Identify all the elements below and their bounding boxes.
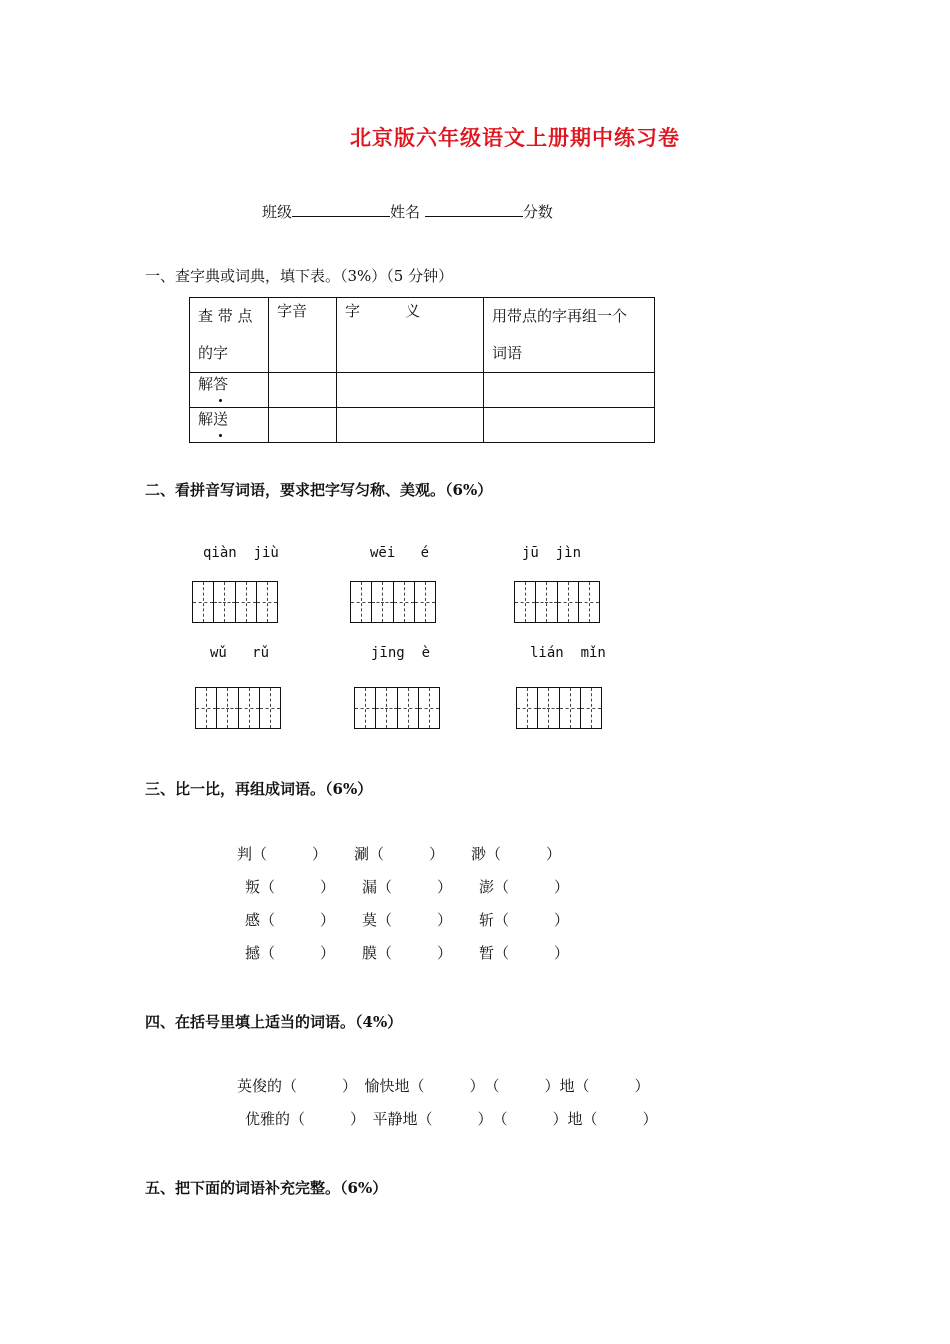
fill-line: 优雅的（ ） 平静地（ ） （ ）地（ ） bbox=[245, 1110, 658, 1128]
header-meaning: 字 义 bbox=[337, 298, 484, 373]
compare-item: 暂（ ） bbox=[479, 944, 570, 962]
header-new-word: 用带点的字再组一个 词语 bbox=[484, 298, 655, 373]
pinyin-label: jīng è bbox=[371, 645, 431, 661]
compare-item: 撼（ ） bbox=[245, 944, 336, 962]
compare-item: 渺（ ） bbox=[471, 845, 562, 863]
compare-item: 感（ ） bbox=[245, 911, 336, 929]
compare-item: 漏（ ） bbox=[362, 878, 453, 896]
header-pronunciation: 字音 bbox=[269, 298, 337, 373]
writing-grid[interactable] bbox=[354, 687, 440, 729]
section4-heading: 四、在括号里填上适当的词语。（4%） bbox=[145, 1013, 403, 1031]
compare-item: 斩（ ） bbox=[479, 911, 570, 929]
header-char: 查 带 点 的字 bbox=[190, 298, 269, 373]
class-label: 班级 bbox=[262, 203, 293, 221]
compare-item: 膜（ ） bbox=[362, 944, 453, 962]
score-label: 分数 bbox=[522, 203, 553, 221]
compare-item: 判（ ） bbox=[237, 845, 328, 863]
answer-cell[interactable] bbox=[337, 373, 484, 408]
dictionary-table bbox=[189, 297, 655, 443]
section1-heading: 一、查字典或词典，填下表。（3%）（5 分钟） bbox=[145, 267, 454, 285]
table-row-char: 解送 bbox=[190, 408, 269, 443]
name-blank[interactable] bbox=[425, 199, 523, 217]
class-blank[interactable] bbox=[292, 199, 390, 217]
pinyin-label: lián mǐn bbox=[530, 645, 606, 661]
writing-grid[interactable] bbox=[350, 581, 436, 623]
section5-heading: 五、把下面的词语补充完整。（6%） bbox=[145, 1179, 388, 1197]
section2-heading: 二、看拼音写词语，要求把字写匀称、美观。（6%） bbox=[145, 481, 493, 499]
compare-item: 叛（ ） bbox=[245, 878, 336, 896]
compare-item: 澎（ ） bbox=[479, 878, 570, 896]
writing-grid[interactable] bbox=[516, 687, 602, 729]
fill-line: 英俊的（ ） 愉快地（ ） （ ）地（ ） bbox=[237, 1077, 650, 1095]
answer-cell[interactable] bbox=[484, 373, 655, 408]
pinyin-label: wǔ rǔ bbox=[210, 645, 270, 661]
writing-grid[interactable] bbox=[192, 581, 278, 623]
answer-cell[interactable] bbox=[484, 408, 655, 443]
student-info-line bbox=[262, 199, 553, 222]
pinyin-label: jū jìn bbox=[522, 545, 582, 561]
pinyin-label: qiàn jiù bbox=[203, 545, 279, 561]
compare-item: 莫（ ） bbox=[362, 911, 453, 929]
answer-cell[interactable] bbox=[269, 408, 337, 443]
answer-cell[interactable] bbox=[337, 408, 484, 443]
pinyin-label: wēi é bbox=[370, 545, 430, 561]
page-title: 北京版六年级语文上册期中练习卷 bbox=[350, 125, 680, 150]
name-label: 姓名 bbox=[390, 203, 421, 221]
compare-item: 涮（ ） bbox=[354, 845, 445, 863]
answer-cell[interactable] bbox=[269, 373, 337, 408]
section3-heading: 三、比一比，再组成词语。（6%） bbox=[145, 780, 373, 798]
table-row-char: 解答 bbox=[190, 373, 269, 408]
writing-grid[interactable] bbox=[514, 581, 600, 623]
writing-grid[interactable] bbox=[195, 687, 281, 729]
